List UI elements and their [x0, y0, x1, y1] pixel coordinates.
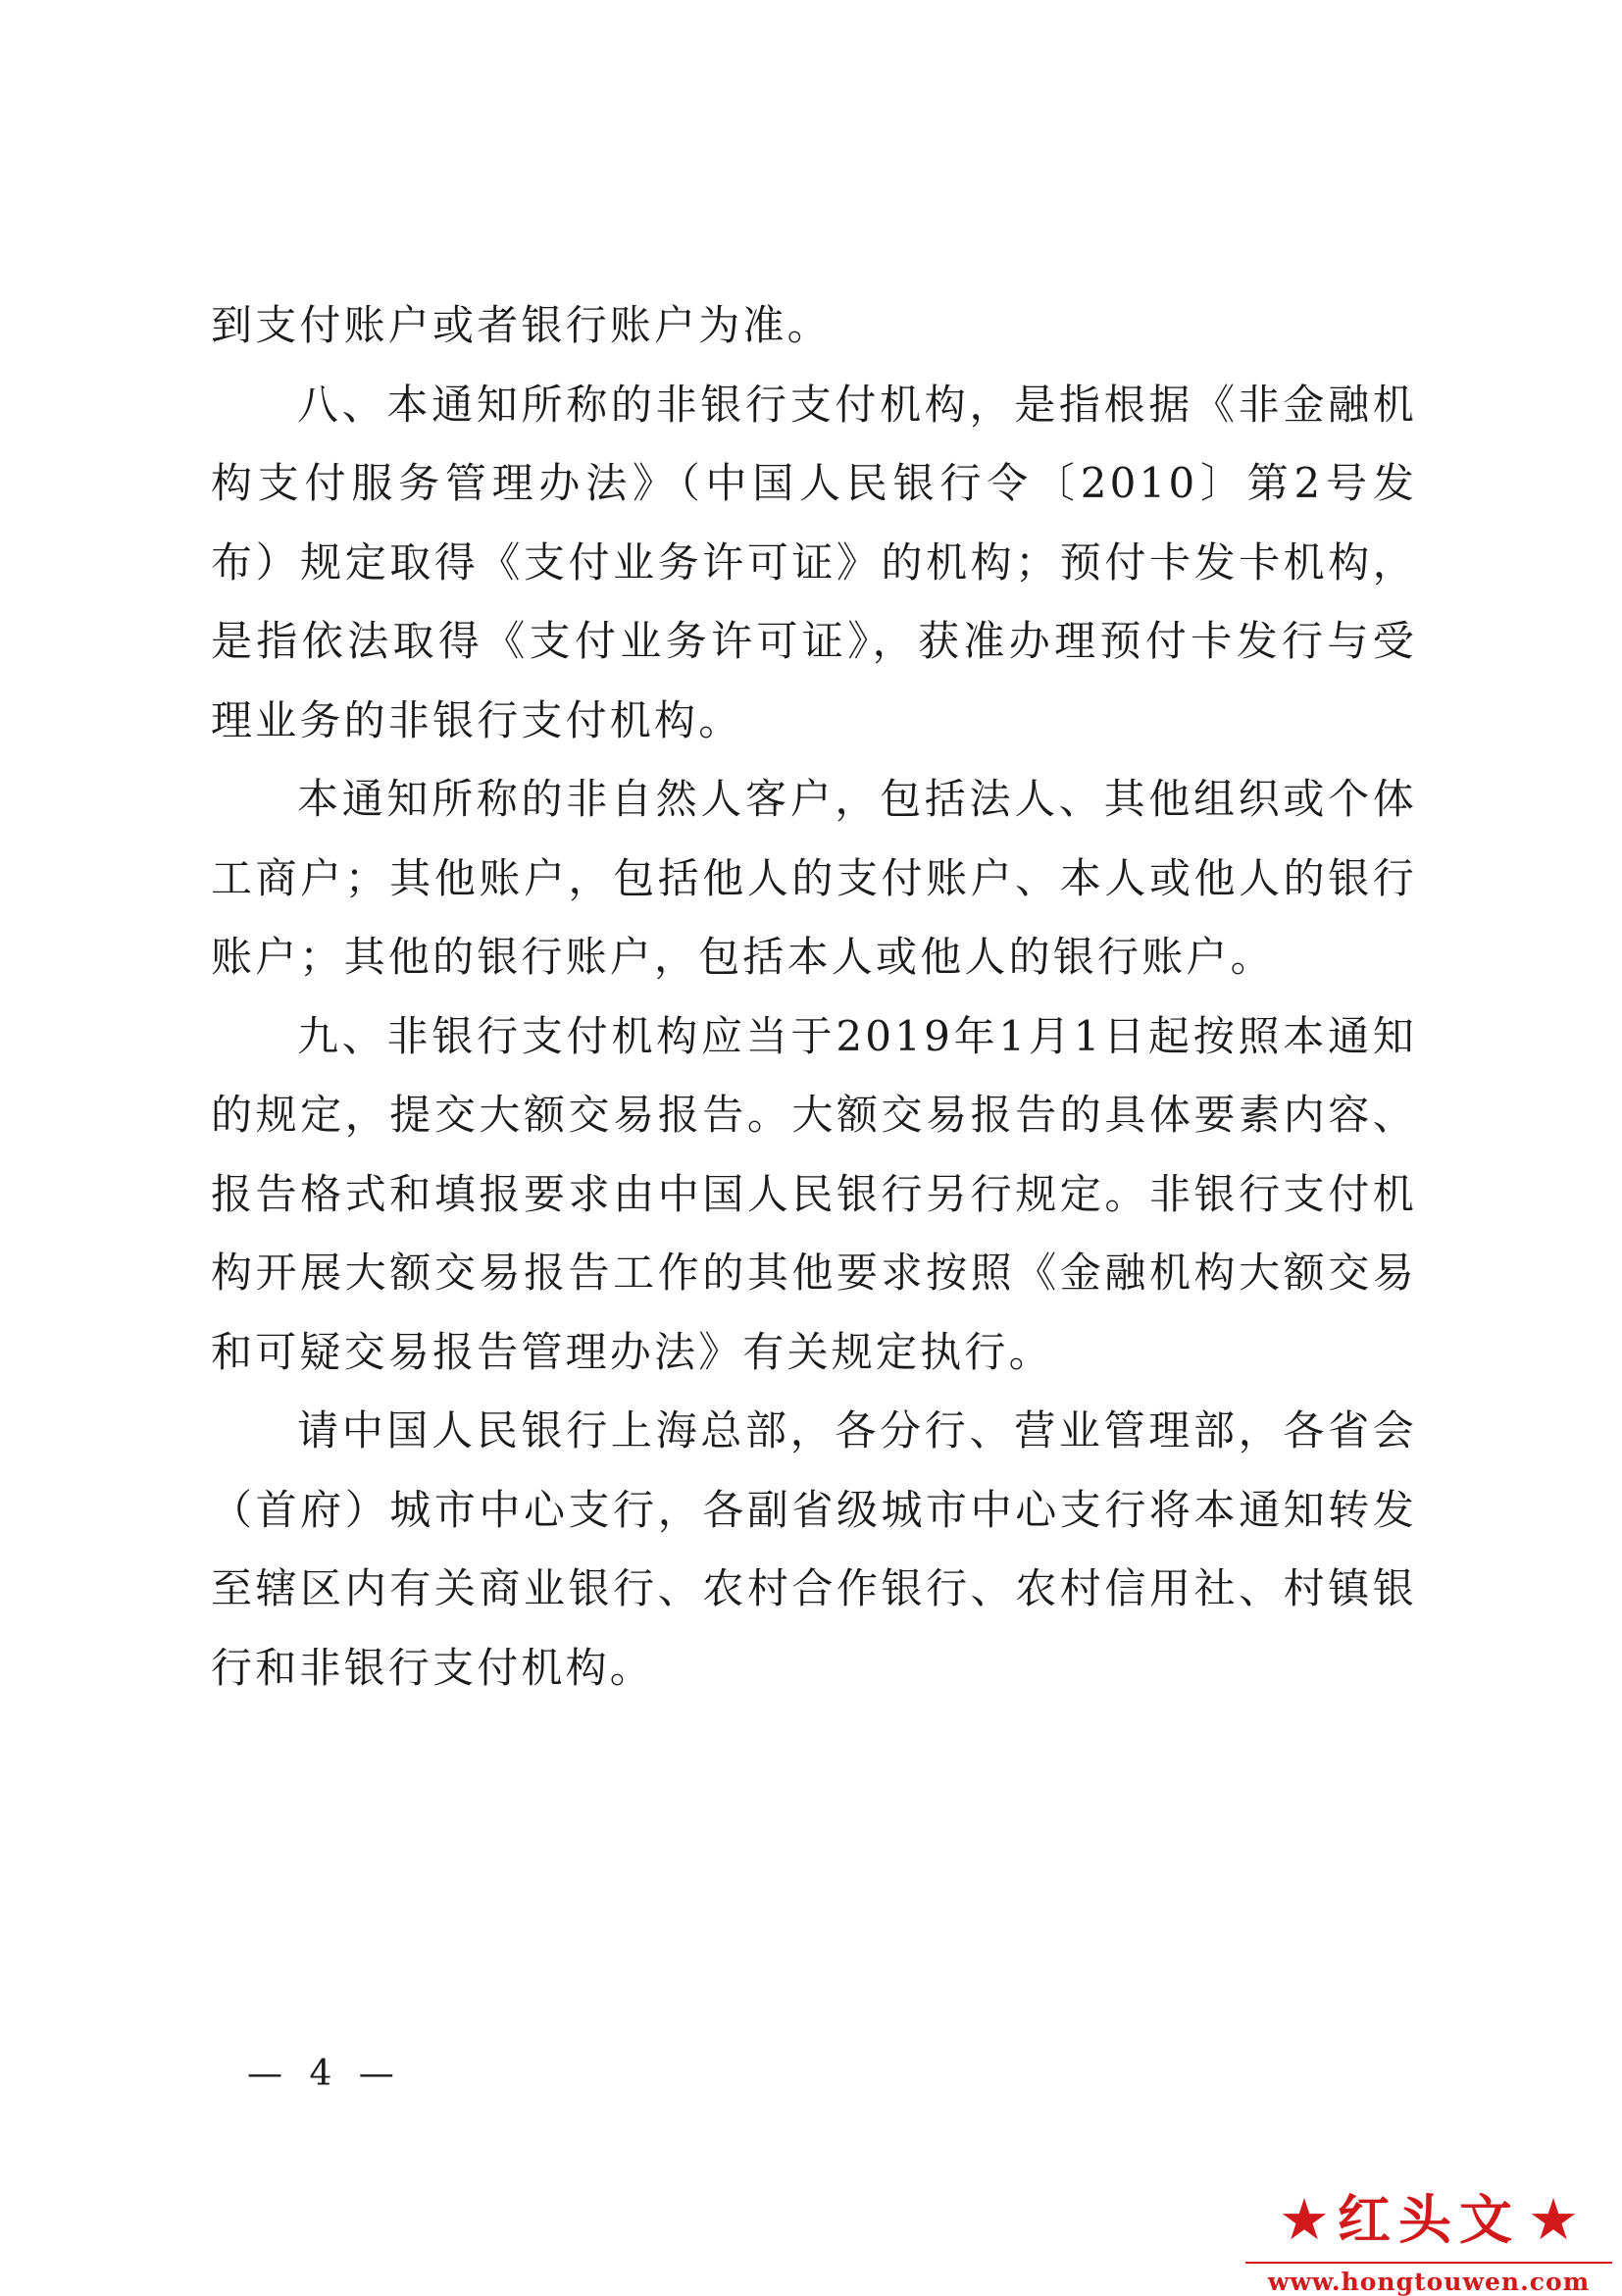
watermark-title: 红头文 — [1338, 2188, 1520, 2251]
watermark-divider — [1245, 2262, 1612, 2264]
paragraph-distribution: 请中国人民银行上海总部，各分行、营业管理部，各省会（首府）城市中心支行，各副省级城市中心支行将本通知转发至辖区内有关商业银行、农村合作银行、农村信用社、村镇银行和非银行支付机构。 — [211, 1406, 1417, 1692]
paragraph-continuation: 到支付账户或者银行账户为准。 — [211, 301, 832, 349]
paragraph-article-8: 八、本通知所称的非银行支付机构，是指根据《非金融机构支付服务管理办法》（中国人民银行令〔2010〕第2号发布）规定取得《支付业务许可证》的机构；预付卡发卡机构，是指依法取得《支付业务许可证》，获准办理预付卡发行与受理业务的非银行支付机构。 — [211, 380, 1417, 744]
star-icon: ★ — [1279, 2186, 1330, 2253]
page-number: — 4 — — [247, 2054, 402, 2094]
watermark-title-row — [1236, 2185, 1622, 2254]
paragraph-definitions: 本通知所称的非自然人客户，包括法人、其他组织或个体工商户；其他账户，包括他人的支付账户、本人或他人的银行账户；其他的银行账户，包括本人或他人的银行账户。 — [211, 775, 1417, 981]
watermark — [1236, 2185, 1622, 2294]
document-body — [211, 286, 1417, 1708]
watermark-url: www.hongtouwen.com — [1267, 2268, 1591, 2296]
paragraph-article-9: 九、非银行支付机构应当于2019年1月1日起按照本通知的规定，提交大额交易报告。大额交易报告的具体要素内容、报告格式和填报要求由中国人民银行另行规定。非银行支付机构开展大额交易报告工作的其他要求按照《金融机构大额交易和可疑交易报告管理办法》有关规定执行。 — [211, 1011, 1417, 1376]
star-icon: ★ — [1528, 2186, 1579, 2253]
